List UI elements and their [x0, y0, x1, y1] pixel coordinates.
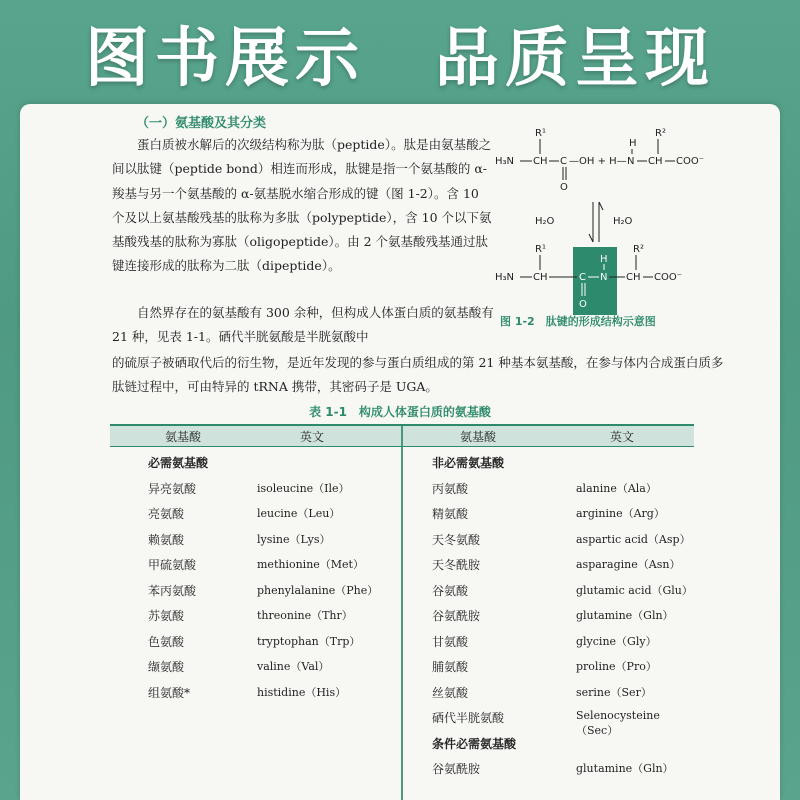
r2-label-bottom: R²	[633, 244, 644, 255]
amino-acid-cn: 脯氨酸	[432, 660, 469, 674]
amino-acid-cn: 色氨酸	[148, 634, 185, 649]
amino-acid-en: asparagine（Asn）	[576, 558, 681, 571]
amino-acid-en: proline（Pro）	[576, 660, 657, 673]
table-row	[110, 582, 400, 608]
table-row	[404, 709, 694, 735]
header-cn-left: 氨基酸	[165, 430, 202, 444]
book-page	[20, 104, 780, 800]
amino-acid-cn: 异亮氨酸	[148, 481, 197, 496]
amino-acid-cn: 天冬酰胺	[432, 558, 481, 572]
table-row	[110, 505, 400, 531]
amino-acid-cn: 硒代半胱氨酸	[432, 711, 505, 725]
essential-column	[110, 454, 400, 709]
group-label: 非必需氨基酸	[432, 456, 505, 470]
group-row	[404, 454, 694, 480]
amino-acid-cn: 谷氨酰胺	[432, 609, 481, 623]
banner-right-text: 品质呈现	[435, 21, 715, 96]
n-label-top: N	[627, 156, 635, 167]
arrow-up-icon	[599, 202, 603, 242]
amino-acid-en: phenylalanine（Phe）	[257, 583, 379, 597]
o-label-top: O	[560, 182, 568, 193]
amino-acid-table	[110, 424, 694, 800]
amino-acid-en: glutamic acid（Glu）	[576, 583, 693, 597]
amino-acid-en: threonine（Thr）	[257, 609, 353, 622]
table-row	[110, 684, 400, 710]
group-row	[110, 454, 400, 480]
table-row	[404, 633, 694, 659]
ch-label-top: CH	[533, 156, 548, 167]
table-row	[110, 607, 400, 633]
r1-label-bottom: R¹	[535, 244, 546, 255]
amino-acid-en: serine（Ser）	[576, 685, 652, 699]
ch-label-top-2: CH	[648, 156, 663, 167]
amino-acid-en: Selenocysteine（Sec）	[576, 709, 660, 737]
amino-acid-en: histidine（His）	[257, 685, 347, 699]
amino-acid-cn: 谷氨酸	[432, 583, 469, 598]
nonessential-column	[404, 454, 694, 786]
table-row	[110, 531, 400, 557]
amino-acid-en: glutamine（Gln）	[576, 762, 674, 775]
table-row	[110, 658, 400, 684]
amino-acid-cn: 苯丙氨酸	[148, 583, 197, 598]
o-label-bottom: O	[579, 299, 587, 310]
amino-acid-en: glycine（Gly）	[576, 634, 657, 648]
table-row	[404, 505, 694, 531]
coo-label-top: COO⁻	[676, 156, 705, 167]
amino-acid-cn: 苏氨酸	[148, 609, 185, 623]
c-label-top: C	[560, 156, 567, 167]
table-row	[404, 582, 694, 608]
table-row	[404, 607, 694, 633]
group-label: 条件必需氨基酸	[432, 736, 517, 751]
header-cn-right: 氨基酸	[460, 430, 497, 444]
header-en-right: 英文	[610, 430, 635, 444]
table-row	[110, 633, 400, 659]
arrow-down-icon	[589, 202, 593, 242]
ch-label-bottom: CH	[533, 272, 548, 283]
amino-acid-en: lysine（Lys）	[257, 532, 331, 546]
table-row	[404, 658, 694, 684]
amino-acid-cn: 甲硫氨酸	[148, 558, 197, 572]
amino-acid-en: aspartic acid（Asp）	[576, 532, 691, 546]
oh-h-label: —OH + H—	[569, 156, 627, 167]
section-title: （一）氨基酸及其分类	[136, 116, 267, 131]
table-row	[404, 684, 694, 710]
amino-acid-en: isoleucine（Ile）	[257, 481, 350, 495]
paragraph-selenocysteine: 的硫原子被硒取代后的衍生物，是近年发现的参与蛋白质组成的第 21 种基本氨基酸，在参与体内合成蛋白质多肽链过程中，可由特异的 tRNA 携带，其密码子是 UGA。	[112, 355, 724, 395]
nh3-label-bottom: H₃N	[495, 272, 515, 283]
n-label-bottom: N	[600, 272, 608, 283]
table-column-divider	[401, 426, 403, 800]
h2o-right-label: H₂O	[613, 216, 633, 227]
peptide-bond-diagram	[495, 124, 725, 324]
amino-acid-cn: 组氨酸*	[148, 685, 191, 700]
r2-label-top: R²	[655, 128, 666, 139]
amino-acid-cn: 谷氨酰胺	[432, 762, 481, 776]
amino-acid-en: leucine（Leu）	[257, 507, 341, 520]
amino-acid-cn: 亮氨酸	[148, 507, 185, 521]
h-label-top: H	[629, 138, 637, 149]
figure-caption: 图 1-2 肽键的形成结构示意图	[500, 315, 656, 328]
table-row	[404, 480, 694, 506]
amino-acid-en: alanine（Ala）	[576, 481, 657, 495]
amino-acid-cn: 精氨酸	[432, 507, 469, 521]
table-title: 表 1-1 构成人体蛋白质的氨基酸	[309, 405, 491, 419]
amino-acid-cn: 丙氨酸	[432, 481, 469, 496]
banner	[0, 0, 800, 105]
paragraph-peptide: 蛋白质被水解后的次级结构称为肽（peptide）。肽是由氨基酸之间以肽键（peptide bond）相连而形成，肽键是指一个氨基酸的 α-羧基与另一个氨基酸的 α-氨基脱水缩合形成的键（图 1-2）。含 10 个及以上氨基酸残基的肽称为多肽（polypeptide），含 10 个以下氨基酸残基的肽称为寡肽（oligopeptide）。由 2 个氨基酸残基通过肽键连接形成的肽称为二肽（dipeptide）。	[112, 137, 492, 274]
h-label-bottom: H	[600, 254, 608, 265]
amino-acid-cn: 赖氨酸	[148, 532, 185, 547]
paragraph-amino-count: 自然界存在的氨基酸有 300 余种，但构成人体蛋白质的氨基酸有 21 种，见表 1-1。硒代半胱氨酸是半胱氨酸中	[112, 305, 494, 345]
banner-left-text: 图书展示	[85, 21, 365, 96]
table-row	[404, 556, 694, 582]
amino-acid-cn: 丝氨酸	[432, 685, 469, 700]
coo-label-bottom: COO⁻	[654, 272, 683, 283]
table-row	[404, 531, 694, 557]
nh3-label-top: H₃N	[495, 156, 515, 167]
amino-acid-en: methionine（Met）	[257, 558, 364, 571]
amino-acid-cn: 缬氨酸	[148, 660, 185, 674]
table-row	[110, 556, 400, 582]
ch-label-bottom-2: CH	[626, 272, 641, 283]
table-row	[404, 760, 694, 786]
r1-label-top: R¹	[535, 128, 546, 139]
amino-acid-en: valine（Val）	[257, 660, 330, 673]
group-label: 必需氨基酸	[148, 456, 209, 470]
amino-acid-cn: 天冬氨酸	[432, 532, 481, 547]
header-en-left: 英文	[300, 430, 325, 444]
c-label-bottom: C	[579, 272, 586, 283]
amino-acid-en: arginine（Arg）	[576, 507, 665, 520]
amino-acid-en: glutamine（Gln）	[576, 609, 674, 622]
amino-acid-cn: 甘氨酸	[432, 634, 469, 649]
amino-acid-en: tryptophan（Trp）	[257, 634, 361, 648]
table-row	[110, 480, 400, 506]
h2o-left-label: H₂O	[535, 216, 555, 227]
group-row	[404, 735, 694, 761]
